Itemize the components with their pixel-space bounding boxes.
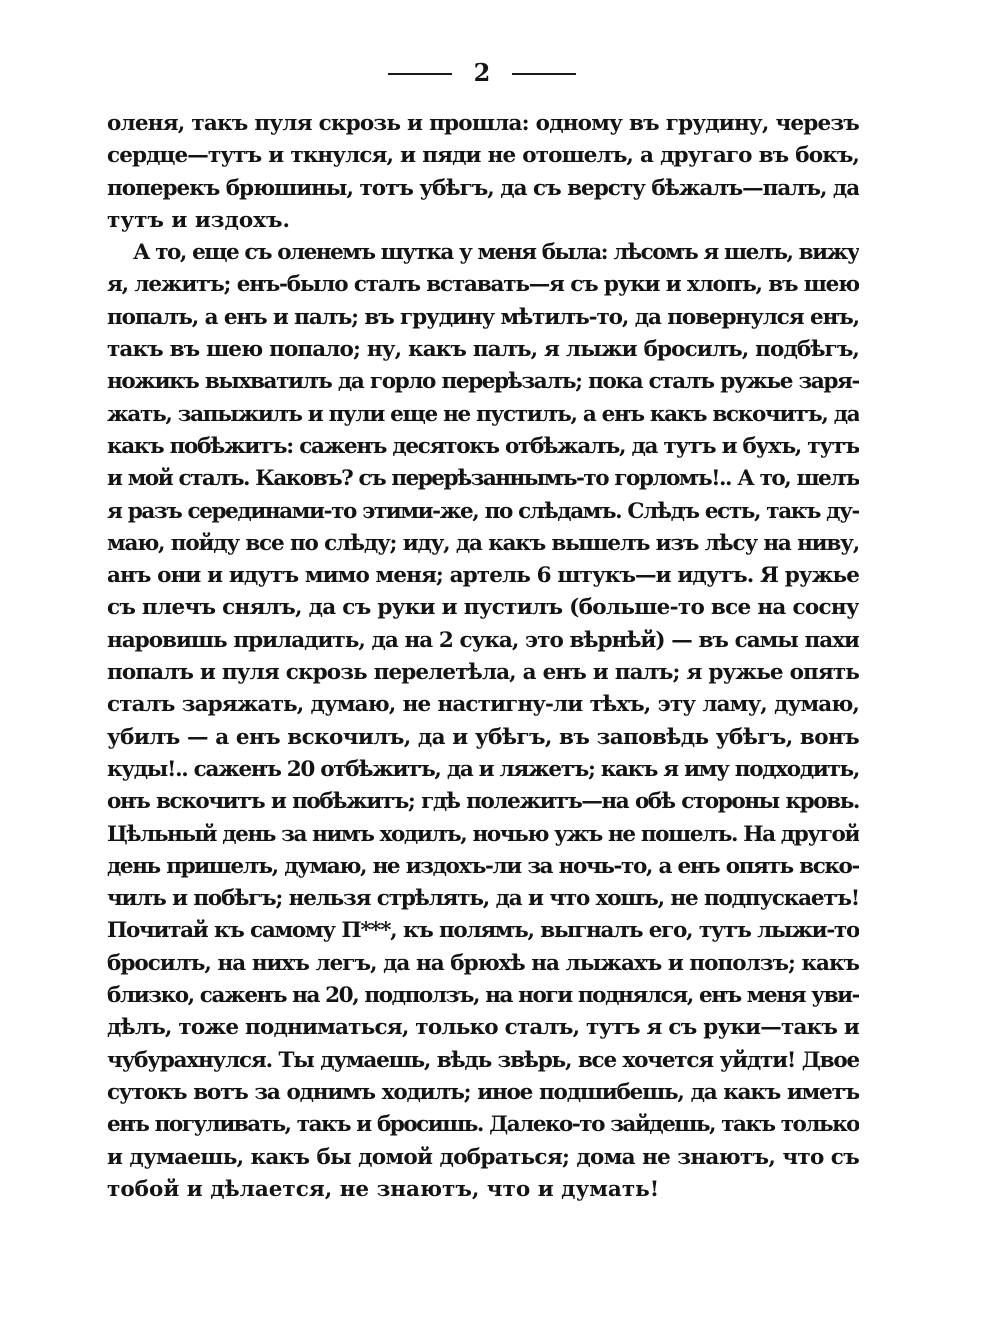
text-line: я, лежитъ; енъ-было сталъ вставать—я съ руки и хлопъ, въ шею — [107, 272, 859, 298]
text-line: Почитай къ самому П***, къ полямъ, выгналъ его, тутъ лыжи-то — [107, 918, 859, 944]
text-line: близко, саженъ на 20, подползъ, на ноги поднялся, енъ меня уви- — [107, 983, 859, 1009]
text-line: ножикъ выхватилъ да горло перерѣзалъ; пока сталъ ружье заря- — [107, 369, 859, 395]
text-line: сталъ заряжать, думаю, не настигну-ли тѣхъ, эту ламу, думаю, — [107, 692, 859, 718]
text-line: попалъ, а енъ и палъ; въ грудину мѣтилъ-то, да повернулся енъ, — [107, 304, 859, 330]
paragraph-1 — [107, 108, 859, 237]
text-line: тобой и дѣлается, не знаютъ, что и думать! — [107, 1176, 660, 1202]
text-line: убилъ — а енъ вскочилъ, да и убѣгъ, въ заповѣдь убѣгъ, вонъ — [107, 724, 859, 750]
text-line: маю, пойду все по слѣду; иду, да какъ вышелъ изъ лѣсу на ниву, — [107, 530, 859, 556]
text-line: поперекъ брюшины, тотъ убѣгъ, да съ версту бѣжалъ—палъ, да — [107, 175, 859, 201]
text-line: анъ они и идутъ мимо меня; артель 6 штукъ—и идутъ. Я ружье — [107, 563, 859, 589]
text-line: енъ погуливать, такъ и бросишь. Далеко-то зайдешь, такъ только — [107, 1112, 859, 1138]
text-line: А то, еще съ оленемъ шутка у меня была: лѣсомъ я шелъ, вижу — [133, 240, 859, 266]
page-number: 2 — [473, 58, 491, 87]
text-line: дѣлъ, тоже подниматься, только сталъ, тутъ я съ руки—такъ и — [107, 1015, 859, 1041]
text-line: и думаешь, какъ бы домой добраться; дома не знаютъ, что съ — [107, 1144, 859, 1170]
text-line: чилъ и побѣгъ; нельзя стрѣлять, да и что хошъ, не подпускаетъ! — [107, 886, 859, 912]
text-line: жать, запыжилъ и пули еще не пустилъ, а енъ какъ вскочитъ, да — [107, 401, 859, 427]
header-rule-left — [388, 73, 452, 75]
text-line: чубурахнулся. Ты думаешь, вѣдь звѣрь, все хочется уйдти! Двое — [107, 1047, 859, 1073]
header-rule-right — [512, 73, 576, 75]
text-line: куды!.. саженъ 20 отбѣжитъ, да и ляжетъ; какъ я иму подходить, — [107, 756, 859, 782]
text-line: такъ въ шею попало; ну, какъ палъ, я лыжи бросилъ, подбѣгъ, — [107, 337, 859, 363]
text-line: тутъ и издохъ. — [107, 207, 290, 233]
text-line: и мой сталъ. Каковъ? съ перерѣзаннымъ-то горломъ!.. А то, шелъ — [107, 466, 859, 492]
text-line: я разъ серединами-то этими-же, по слѣдамъ. Слѣдъ есть, такъ ду- — [107, 498, 859, 524]
text-line: оленя, такъ пуля скрозь и прошла: одному въ грудину, черезъ — [107, 111, 859, 136]
text-line: Цѣльный день за нимъ ходилъ, ночью ужъ не пошелъ. На другой — [107, 821, 859, 847]
text-line: попалъ и пуля скрозь перелетѣла, а енъ и палъ; я ружье опять — [107, 660, 859, 686]
text-line: сердце—тутъ и ткнулся, и пяди не отошелъ, а другаго въ бокъ, — [107, 143, 859, 169]
text-line: съ плечъ снялъ, да съ руки и пустилъ (больше-то все на сосну — [107, 595, 859, 621]
text-line: день пришелъ, думаю, не издохъ-ли за ночь-то, а енъ опять вско- — [107, 853, 859, 879]
page-header — [0, 58, 1000, 88]
text-line: бросилъ, на нихъ легъ, да на брюхѣ на лыжахъ и поползъ; какъ — [107, 950, 859, 976]
text-line: наровишь приладить, да на 2 сука, это вѣрнѣй) — въ самы пахи — [107, 627, 859, 653]
body-text — [107, 108, 859, 1206]
text-line: онъ вскочитъ и побѣжитъ; гдѣ полежитъ—на обѣ стороны кровь. — [107, 789, 859, 815]
text-line: какъ побѣжитъ: саженъ десятокъ отбѣжалъ, да тутъ и бухъ, тутъ — [107, 433, 859, 459]
text-line: сутокъ вотъ за однимъ ходилъ; иное подшибешь, да какъ иметъ — [107, 1079, 859, 1105]
paragraph-2 — [107, 237, 859, 1206]
